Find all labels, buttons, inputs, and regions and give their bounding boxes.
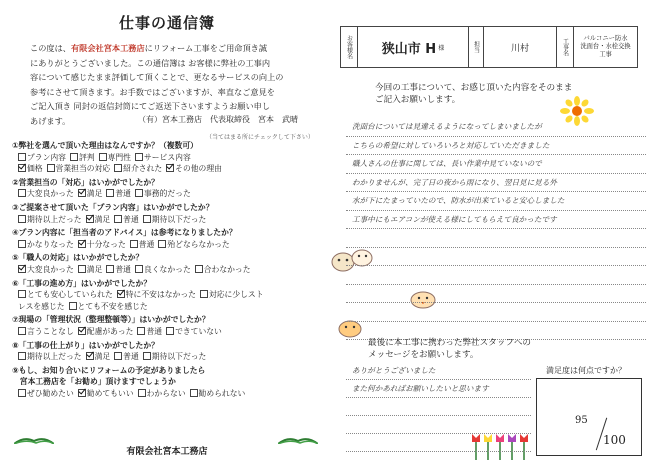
checkbox[interactable]: [143, 352, 151, 360]
checked-checkbox[interactable]: [86, 352, 94, 360]
question-4: [12, 227, 326, 250]
checked-checkbox[interactable]: [86, 215, 94, 223]
option-label: 大変良かった: [27, 189, 74, 199]
client-name-cell: [358, 27, 469, 67]
checkbox[interactable]: [137, 327, 145, 335]
score-value: 95: [575, 415, 588, 426]
option[interactable]: [166, 326, 222, 338]
option[interactable]: [18, 301, 65, 313]
question-1: [12, 140, 326, 175]
work-label-cell: [557, 27, 574, 67]
option[interactable]: [18, 351, 82, 363]
checkbox[interactable]: [18, 352, 26, 360]
option-label: 良くなかった: [143, 264, 191, 274]
option-row: [12, 214, 326, 226]
checkbox[interactable]: [135, 153, 143, 161]
option[interactable]: [135, 188, 191, 200]
option[interactable]: [106, 188, 131, 200]
checked-checkbox[interactable]: [78, 327, 86, 335]
question-6: [12, 278, 326, 313]
checkbox[interactable]: [114, 164, 122, 172]
option[interactable]: [135, 264, 191, 276]
checked-checkbox[interactable]: [166, 164, 174, 172]
option[interactable]: [190, 388, 246, 400]
checked-checkbox[interactable]: [78, 389, 86, 397]
comment-line: 工事中にもエアコンが使える様にしてもらえて良かったです: [346, 211, 646, 230]
option[interactable]: [18, 152, 66, 164]
supervisor-name-cell: [484, 27, 557, 67]
option[interactable]: [78, 388, 134, 400]
option-label: 紹介された: [123, 164, 163, 174]
question-9: [12, 365, 326, 400]
option-label: 期待以上だった: [27, 352, 82, 362]
option[interactable]: [130, 239, 155, 251]
option-label: 普通: [115, 264, 131, 274]
checkbox[interactable]: [106, 189, 114, 197]
work-label: 工事名: [561, 38, 569, 56]
question-5: [12, 252, 326, 275]
checkbox[interactable]: [135, 189, 143, 197]
question-8: [12, 340, 326, 363]
checkbox[interactable]: [18, 215, 26, 223]
comment-line: 洗面台については見違えるようになってしまいましたが: [346, 118, 646, 137]
signature-name: 宮本 武晴: [258, 115, 298, 124]
option-label: 普通: [123, 214, 139, 224]
comment-line: わかりませんが、完了日の夜から雨になり、翌日見に見る外: [346, 174, 646, 193]
comments-area: [346, 118, 646, 340]
checkbox[interactable]: [158, 240, 166, 248]
checkbox[interactable]: [143, 215, 151, 223]
comment-line: 水が下にたまっていたので、防水が出来ていると安心しました: [346, 192, 646, 211]
option[interactable]: [18, 188, 74, 200]
option-label: 満足: [86, 264, 103, 274]
checkbox[interactable]: [135, 265, 143, 273]
option-label: わからない: [146, 388, 186, 398]
option-row: [12, 239, 326, 251]
satisfaction-label: 満足度は何点ですか？: [546, 366, 626, 375]
option-row: [12, 163, 326, 175]
comment-line: [346, 303, 646, 322]
option[interactable]: [86, 214, 111, 226]
work-name: バルコニー防水 洗面台・水栓交換 工事: [580, 35, 631, 58]
work-name-cell: [574, 27, 637, 67]
option[interactable]: [78, 239, 126, 251]
questions-list: [12, 138, 326, 399]
option[interactable]: [158, 239, 229, 251]
checkbox[interactable]: [195, 265, 203, 273]
option-label: できていない: [175, 326, 222, 336]
question-title: ⑦現場の「管理状況（整理整頓等）」はいかがでしたか？: [12, 315, 210, 325]
option-row: [12, 301, 326, 313]
checkbox[interactable]: [130, 240, 138, 248]
staff-message-line: [346, 398, 531, 416]
checked-checkbox[interactable]: [78, 240, 86, 248]
question-2: [12, 177, 326, 200]
option-label: 評判: [78, 152, 95, 162]
supervisor-name: 川村: [510, 43, 529, 54]
checkbox[interactable]: [200, 290, 208, 298]
intro-before: この度は、: [30, 43, 71, 53]
option-label: ぜひ勧めたい: [27, 388, 74, 398]
option-label: プラン内容: [27, 152, 66, 162]
option[interactable]: [18, 264, 74, 276]
option-label: 事務的だった: [143, 189, 191, 199]
option-label: レスを感じた: [18, 301, 65, 311]
question-3: [12, 202, 326, 225]
option[interactable]: [18, 163, 43, 175]
check-note: （当てはまる所にチェックして下さい）: [206, 134, 314, 141]
option-label: 満足: [94, 352, 111, 362]
comments-heading: 今回の工事について、お感じ頂いた内容をそのまま ご記入お願いします。: [375, 83, 573, 105]
option-label: 営業担当の対応: [55, 164, 111, 174]
option[interactable]: [70, 152, 95, 164]
option-label: 十分なった: [86, 239, 126, 249]
client-label: お客様名: [345, 35, 353, 59]
option[interactable]: [143, 214, 207, 226]
option-label: 普通: [146, 326, 163, 336]
option[interactable]: [195, 264, 251, 276]
option[interactable]: [143, 351, 207, 363]
checkbox[interactable]: [78, 265, 86, 273]
option[interactable]: [106, 264, 131, 276]
option-label: その他の理由: [175, 164, 222, 174]
supervisor-label: 担当: [472, 41, 480, 53]
option-label: 大変良かった: [27, 264, 74, 274]
option[interactable]: [138, 388, 186, 400]
checkbox[interactable]: [190, 389, 198, 397]
checkbox[interactable]: [69, 302, 77, 310]
question-title: ③ご提案させて頂いた「プラン内容」はいかがでしたか？: [12, 202, 214, 212]
checkbox[interactable]: [18, 389, 26, 397]
checked-checkbox[interactable]: [18, 164, 26, 172]
option-label: 勧められない: [198, 388, 246, 398]
option-label: とても不安を感じた: [77, 301, 148, 311]
option[interactable]: [78, 264, 103, 276]
question-title: ④プラン内容に「担当者のアドバイス」は参考になりましたか？: [12, 228, 237, 238]
staff-message-area: [346, 362, 531, 452]
option-label: 配慮があった: [86, 326, 134, 336]
score-box: [536, 378, 642, 456]
option-label: サービス内容: [143, 152, 191, 162]
option-row: [12, 326, 326, 338]
checkbox[interactable]: [18, 327, 26, 335]
option[interactable]: [18, 289, 113, 301]
option-label: 満足: [86, 189, 103, 199]
staff-message-line: ありがとうございました: [346, 362, 531, 380]
checkbox[interactable]: [47, 164, 55, 172]
checkbox[interactable]: [166, 327, 174, 335]
signature-company: （有）宮本工務店: [138, 115, 202, 124]
option-label: 満足: [94, 214, 111, 224]
checkbox[interactable]: [106, 265, 114, 273]
option-label: かなりなった: [27, 239, 74, 249]
option-row: [12, 388, 326, 400]
option-label: 特に不安はなかった: [125, 290, 196, 300]
option[interactable]: [166, 163, 222, 175]
option-label: 言うことなし: [27, 326, 74, 336]
comment-line: こちらの希望に対していろいろと対応していただきました: [346, 137, 646, 156]
question-title: ②営業担当の「対応」はいかがでしたか？: [12, 177, 159, 187]
question-7: [12, 314, 326, 337]
checked-checkbox[interactable]: [78, 189, 86, 197]
staff-message-line: また何かあればお願いしたいと思います: [346, 380, 531, 398]
option[interactable]: [200, 289, 264, 301]
comment-line: 職人さんの仕事に関しては、長い作業中見ていないので: [346, 155, 646, 174]
page-title: 仕事の通信簿: [118, 14, 215, 32]
question-title: ①弊社を選んで頂いた理由はなんですか？（複数可）: [12, 141, 198, 150]
checked-checkbox[interactable]: [18, 265, 26, 273]
option[interactable]: [114, 214, 139, 226]
checkbox[interactable]: [138, 389, 146, 397]
option-row: [12, 264, 326, 276]
intro-after: にリフォーム工事をご用命頂き誠 にありがとうございました。この通信簿は お客様に弊社の工事内 容について感じたまま評価して頂くことで、更なるサービスの向上の 参考にさせて頂きます。お手数ではございますが、率直なご意見を ご記入頂き 同封の返信封筒にてご返送下さいますようお願い申し あげます。: [30, 43, 284, 126]
option-label: 価格: [27, 164, 43, 174]
option-row: [12, 351, 326, 363]
option[interactable]: [114, 351, 139, 363]
left-panel: [8, 4, 326, 462]
comment-line: [346, 248, 646, 267]
header-table: [340, 26, 638, 68]
option[interactable]: [99, 152, 131, 164]
question-title: ⑧「工事の仕上がり」はいかがでしたか？: [12, 340, 159, 350]
option-row: [12, 289, 326, 301]
comment-line: [346, 266, 646, 285]
option-label: とても安心していられた: [27, 290, 113, 300]
option[interactable]: [78, 188, 103, 200]
option[interactable]: [86, 351, 111, 363]
score-max: 100: [603, 433, 626, 447]
option-label: 期待以上だった: [27, 214, 82, 224]
grass-decoration-right: [278, 436, 318, 444]
option[interactable]: [18, 326, 74, 338]
client-name: 狭山市 H: [381, 41, 437, 57]
signature: [138, 114, 298, 125]
option[interactable]: [78, 326, 134, 338]
client-label-cell: [341, 27, 358, 67]
staff-heading: 最後に本工事に携わった弊社スタッフへの メッセージをお願いします。: [368, 338, 532, 360]
option-row: [12, 188, 326, 200]
checkbox[interactable]: [99, 153, 107, 161]
option-label: 普通: [115, 189, 131, 199]
option[interactable]: [18, 388, 74, 400]
option[interactable]: [137, 326, 162, 338]
checkbox[interactable]: [18, 290, 26, 298]
checkbox[interactable]: [114, 215, 122, 223]
question-title: ⑥「工事の進め方」はいかがでしたか？: [12, 278, 152, 288]
checkbox[interactable]: [18, 189, 26, 197]
company-footer: 有限会社宮本工務店: [126, 447, 208, 457]
supervisor-label-cell: [469, 27, 484, 67]
grass-decoration-left: [14, 436, 54, 444]
option[interactable]: [18, 239, 74, 251]
comment-line: [346, 285, 646, 304]
signature-role: 代表取締役: [210, 115, 250, 124]
option[interactable]: [117, 289, 196, 301]
option-label: 合わなかった: [203, 264, 251, 274]
option[interactable]: [114, 163, 162, 175]
option[interactable]: [69, 301, 148, 313]
option-label: 勧めてもいい: [86, 388, 134, 398]
option[interactable]: [18, 214, 82, 226]
option[interactable]: [47, 163, 111, 175]
option-label: 期待以下だった: [151, 214, 207, 224]
staff-message-line: [346, 434, 531, 452]
checkbox[interactable]: [18, 240, 26, 248]
option-label: 殆どならなかった: [167, 239, 230, 249]
option-label: 期待以下だった: [151, 352, 207, 362]
option-label: 普通: [123, 352, 139, 362]
checked-checkbox[interactable]: [117, 290, 125, 298]
option-label: 普通: [138, 239, 155, 249]
option[interactable]: [135, 152, 191, 164]
checkbox[interactable]: [70, 153, 78, 161]
comment-line: [346, 229, 646, 248]
option-label: 専門性: [107, 152, 131, 162]
staff-message-line: [346, 416, 531, 434]
question-title: ⑨もし、お知り合いにリフォームの予定がありましたら 宮本工務店を「お勧め」頂けますでしょうか: [12, 365, 206, 387]
intro-company: 有限会社宮本工務店: [70, 43, 145, 53]
client-honorific: 様: [438, 44, 445, 52]
checkbox[interactable]: [114, 352, 122, 360]
option-label: 対応に少しスト: [208, 290, 264, 300]
checkbox[interactable]: [18, 153, 26, 161]
question-title: ⑤「職人の対応」はいかがでしたか？: [12, 253, 144, 263]
